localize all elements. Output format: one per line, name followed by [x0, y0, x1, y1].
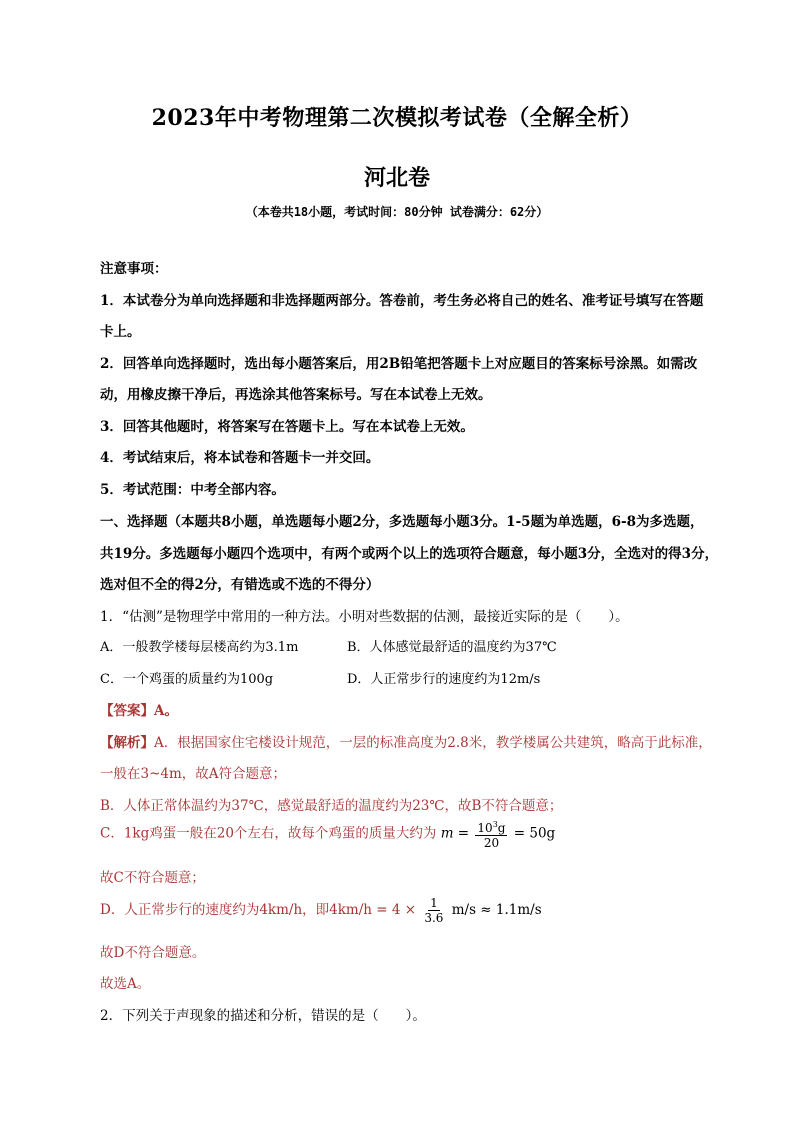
question-2-stem: 2．下列关于声现象的描述和分析，错误的是（ ）。 [100, 1008, 426, 1024]
option-c: C．一个鸡蛋的质量约为100g [100, 672, 274, 687]
option-b: B．人体感觉最舒适的温度约为37℃ [347, 640, 557, 655]
formula-result: m/s ≈ 1.1m/s [451, 902, 542, 918]
page-subtitle: 河北卷 [363, 165, 430, 191]
fraction-denominator: 3.6 [424, 911, 444, 925]
note-line: 1．本试卷分为单向选择题和非选择题两部分。答卷前，考生务必将自己的姓名、准考证号填写在答题 [100, 293, 704, 309]
analysis-c-line2: 故C不符合题意； [100, 870, 205, 886]
question-1-stem: 1．“估测”是物理学中常用的一种方法。小明对些数据的估测，最接近实际的是（ ）。 [100, 609, 629, 625]
analysis-a-line1 [100, 731, 720, 751]
formula-result: = 50g [513, 825, 556, 842]
note-line: 卡上。 [100, 324, 141, 340]
analysis-c [100, 818, 720, 850]
numerator-unit: g [497, 821, 506, 835]
section-line: 选对但不全的得2分，有错选或不选的不得分） [100, 577, 380, 593]
analysis-d-line2: 故D不符合题意。 [100, 945, 206, 961]
note-line: 动，用橡皮擦干净后，再选涂其他答案标号。写在本试卷上无效。 [100, 387, 492, 403]
analysis-c-text: C．1kg鸡蛋一般在20个左右，故每个鸡蛋的质量大约为 [100, 825, 437, 842]
note-line: 3．回答其他题时，将答案写在答题卡上。写在本试卷上无效。 [100, 419, 474, 435]
analysis-a-line2: 一般在3~4m，故A符合题意； [100, 766, 287, 782]
formula-fraction [475, 818, 507, 850]
analysis-d-text: D．人正常步行的速度约为4km/h，即4km/h = 4 × [100, 902, 417, 918]
analysis-b: B．人体正常体温约为37℃，感觉最舒适的温度约为23℃，故B不符合题意； [100, 798, 563, 814]
analysis-tag: 【解析】 [100, 735, 154, 751]
fraction-numerator [475, 818, 507, 836]
note-line: 5．考试范围：中考全部内容。 [100, 482, 285, 498]
note-line: 4．考试结束后，将本试卷和答题卡一并交回。 [100, 450, 380, 466]
conclusion: 故选A。 [100, 976, 151, 992]
page-title: 2023年中考物理第二次模拟考试卷（全解全析） [151, 105, 643, 131]
exam-meta: （本卷共18小题，考试时间：80分钟 试卷满分：62分） [245, 205, 549, 219]
notes-heading: 注意事项： [100, 261, 168, 277]
note-line: 2．回答单向选择题时，选出每小题答案后，用2B铅笔把答题卡上对应题目的答案标号涂黑。如需改 [100, 356, 698, 372]
section-line: 一、选择题（本题共8小题，单选题每小题2分，多选题每小题3分。1-5题为单选题，6-8为多选题， [100, 514, 704, 530]
fraction-denominator: 20 [483, 836, 500, 850]
numerator-exponent: 3 [492, 820, 498, 829]
option-a: A．一般教学楼每层楼高约为3.1m [100, 640, 299, 655]
formula-var-m: m = [440, 825, 470, 842]
option-d: D．人正常步行的速度约为12m/s [347, 672, 541, 687]
analysis-a-text: A．根据国家住宅楼设计规范，一层的标准高度为2.8米，教学楼属公共建筑，略高于此标准， [154, 735, 712, 751]
formula-fraction [422, 896, 445, 925]
section-line: 共19分。多选题每小题四个选项中，有两个或两个以上的选项符合题意，每小题3分，全选对的得3分， [100, 546, 719, 562]
numerator-base: 10 [477, 821, 493, 835]
answer-label: 【答案】A。 [100, 703, 178, 719]
analysis-d [100, 896, 720, 925]
fraction-numerator: 1 [430, 896, 438, 910]
